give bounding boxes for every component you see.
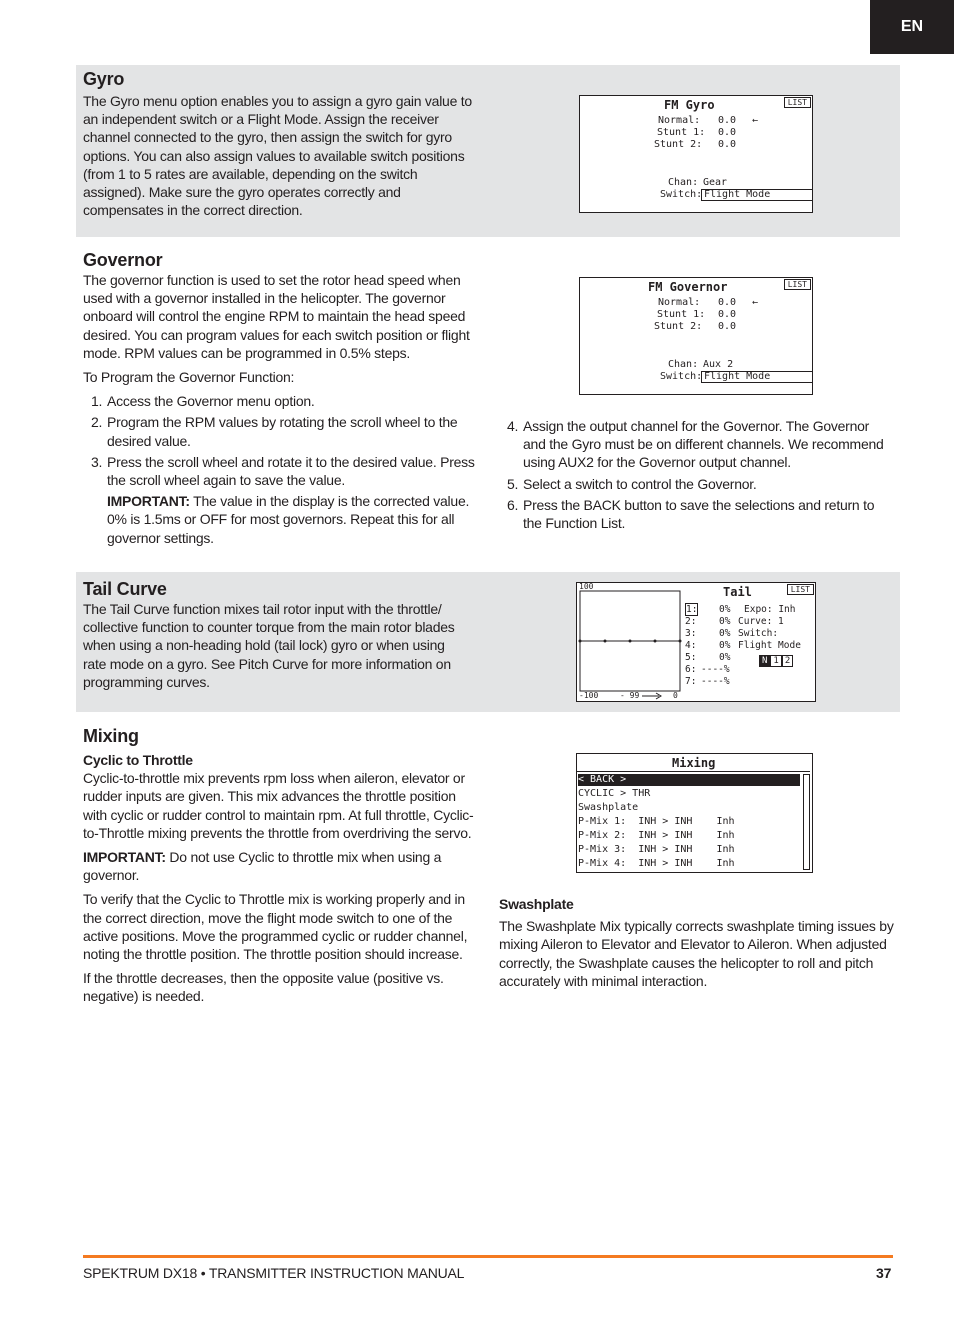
normal-value: 0.0: [718, 115, 737, 126]
mix-row[interactable]: P-Mix 3: INH > INH Inh: [578, 844, 735, 855]
chan-label: Chan:: [668, 359, 699, 370]
mixing-left-column: [83, 751, 478, 1012]
stunt2-value: 0.0: [718, 321, 737, 332]
expo-setting: Expo: Inh: [744, 604, 796, 615]
mix-row[interactable]: P-Mix 1: INH > INH Inh: [578, 816, 735, 827]
list-item: 5. Select a switch to control the Governor.: [507, 475, 757, 492]
swashplate-heading: Swashplate: [499, 896, 574, 912]
governor-steps-right-column: [499, 417, 894, 535]
mixing-heading: Mixing: [83, 726, 139, 746]
cyclic-to-throttle-body: Cyclic-to-throttle mix prevents rpm loss when aileron, elevator or rudder inputs are given. This mix advances the throttle position with cyclic or rudder control to maintain rpm. At full throttle, Cyclic-to-Throttle mixing prevents the throttle from overdriving the servo.: [83, 770, 474, 841]
page-number: 37: [876, 1265, 892, 1281]
governor-screen: [579, 277, 813, 395]
stunt1-label: Stunt 1:: [657, 309, 706, 320]
stunt1-label: Stunt 1:: [657, 127, 706, 138]
footer-rule: [83, 1255, 893, 1258]
gyro-body: The Gyro menu option enables you to assign a gyro gain value to an independent switch or a Flight Mode. Assign the receiver channel connected to the gyro, then assign the switch for gyro options. You can also assign values to available switch positions (from 1 to 5 rates are available, depending on the switch assigned). Make sure the gyro operates correctly and compensates in the correct direction.: [83, 93, 472, 219]
point-row: 4:: [685, 640, 697, 651]
governor-steps-left: [83, 392, 475, 489]
normal-value: 0.0: [718, 297, 737, 308]
mixing-verify-text: To verify that the Cyclic to Throttle mix is working properly and in the correct direction, move the flight mode switch to one of the active positions. Move the programmed cyclic or rudder channel, noting the throttle position. The throttle position should increase.: [83, 891, 468, 963]
governor-body: The governor function is used to set the rotor head speed when used with a governor installed in the helicopter. The governor onboard will control the engine RPM to maintain the head speed desired. You can program values for each switch position or flight mode. RPM values can be programmed in 0.5% steps.: [83, 272, 470, 361]
stunt2-value: 0.0: [718, 139, 737, 150]
screen-title: Tail: [723, 585, 752, 599]
point-row: 5:: [685, 652, 697, 663]
list-item: 3. Press the scroll wheel and rotate it to the desired value. Press the scroll wheel again to save the value.: [91, 453, 475, 489]
footer-title: SPEKTRUM DX18 • TRANSMITTER INSTRUCTION MANUAL: [83, 1265, 465, 1281]
mix-row[interactable]: CYCLIC > THR: [578, 788, 651, 799]
governor-steps-right: [499, 417, 894, 532]
point-value: ----%: [701, 676, 730, 687]
divider: [577, 771, 810, 772]
stunt2-label: Stunt 2:: [654, 139, 703, 150]
language-tab: EN: [870, 0, 954, 54]
point-row: 7:: [685, 676, 697, 687]
gyro-heading: Gyro: [83, 69, 125, 89]
scrollbar[interactable]: [803, 774, 810, 870]
curve-setting: Curve: 1: [738, 616, 784, 627]
chan-label: Chan:: [668, 177, 699, 188]
point-row: 6:: [685, 664, 697, 675]
list-button: LIST: [787, 584, 814, 595]
tail-curve-screen: [576, 582, 816, 702]
curve-x-mid-label: - 99: [620, 691, 640, 700]
mix-row[interactable]: P-Mix 4: INH > INH Inh: [578, 858, 735, 869]
screen-title: FM Governor: [648, 280, 728, 294]
list-item: 6. Press the BACK button to save the selections and return to the Function List.: [507, 496, 875, 532]
list-item: 2. Program the RPM values by rotating the scroll wheel to the desired value.: [91, 414, 458, 449]
point-value: 0%: [719, 616, 731, 627]
back-row[interactable]: < BACK >: [578, 774, 800, 786]
chan-value: Gear: [703, 177, 728, 188]
tail-curve-body: The Tail Curve function mixes tail rotor input with the throttle/ collective function to counter torque from the main rotor blades when using a non-heading hold (tail lock) gyro or when using rate mode on a gyro. See Pitch Curve for more information on programming curves.: [83, 601, 455, 690]
list-item: 1. Access the Governor menu option.: [91, 393, 315, 410]
switch-label: Switch:: [738, 628, 779, 639]
tail-curve-heading: Tail Curve: [83, 579, 167, 599]
mix-row[interactable]: P-Mix 2: INH > INH Inh: [578, 830, 735, 841]
switch-value: Flight Mode: [701, 189, 813, 201]
list-button: LIST: [784, 279, 811, 290]
list-button: LIST: [784, 97, 811, 108]
governor-intro: To Program the Governor Function:: [83, 369, 295, 386]
curve-x-right-label: 0: [673, 691, 678, 700]
screen-title: Mixing: [672, 756, 716, 770]
switch-positions: N 1 2: [759, 655, 793, 667]
mixing-important-note: IMPORTANT: Do not use Cyclic to throttle mix when using a governor.: [83, 849, 442, 884]
gyro-screen: [579, 95, 813, 213]
point-value: 0%: [719, 628, 731, 639]
list-item: 4. Assign the output channel for the Governor. The Governor and the Gyro must be on different channels. We recommend using AUX2 for the Governor output channel.: [507, 418, 884, 471]
point-row: 1:: [686, 604, 698, 615]
stunt2-label: Stunt 2:: [654, 321, 703, 332]
curve-x-left-label: -100: [579, 691, 599, 700]
point-value: ----%: [701, 664, 730, 675]
switch-value: Flight Mode: [738, 640, 801, 651]
point-value: 0%: [719, 604, 731, 615]
normal-label: Normal:: [658, 115, 701, 126]
governor-important-note: IMPORTANT: The value in the display is the corrected value. 0% is 1.5ms or OFF for most governors. Repeat this for all governor settings.: [107, 493, 470, 546]
swashplate-body: The Swashplate Mix typically corrects swashplate timing issues by mixing Aileron to Elevator and Elevator to Aileron. When adjusted correctly, the Swashplate causes the helicopter to roll and pitch accurately with minimal interaction.: [499, 918, 894, 989]
switch-label: Switch:: [660, 189, 703, 200]
point-value: 0%: [719, 652, 731, 663]
switch-value: Flight Mode: [701, 371, 813, 383]
governor-heading: Governor: [83, 250, 163, 270]
point-value: 0%: [719, 640, 731, 651]
arrow-left-icon: ←: [752, 297, 759, 308]
mixing-decrease-text: If the throttle decreases, then the opposite value (positive vs. negative) is needed.: [83, 970, 444, 1005]
arrow-left-icon: ←: [752, 115, 759, 126]
chan-value: Aux 2: [703, 359, 734, 370]
stunt1-value: 0.0: [718, 127, 737, 138]
point-row: 3:: [685, 628, 697, 639]
governor-body-column: [83, 271, 475, 547]
point-row: 2:: [685, 616, 697, 627]
mixing-screen: [576, 753, 813, 873]
swashplate-column: [499, 895, 894, 996]
normal-label: Normal:: [658, 297, 701, 308]
switch-label: Switch:: [660, 371, 703, 382]
stunt1-value: 0.0: [718, 309, 737, 320]
curve-y-top-label: 100: [579, 582, 594, 591]
cyclic-to-throttle-heading: Cyclic to Throttle: [83, 752, 193, 768]
screen-title: FM Gyro: [664, 98, 715, 112]
mix-row[interactable]: Swashplate: [578, 802, 639, 813]
